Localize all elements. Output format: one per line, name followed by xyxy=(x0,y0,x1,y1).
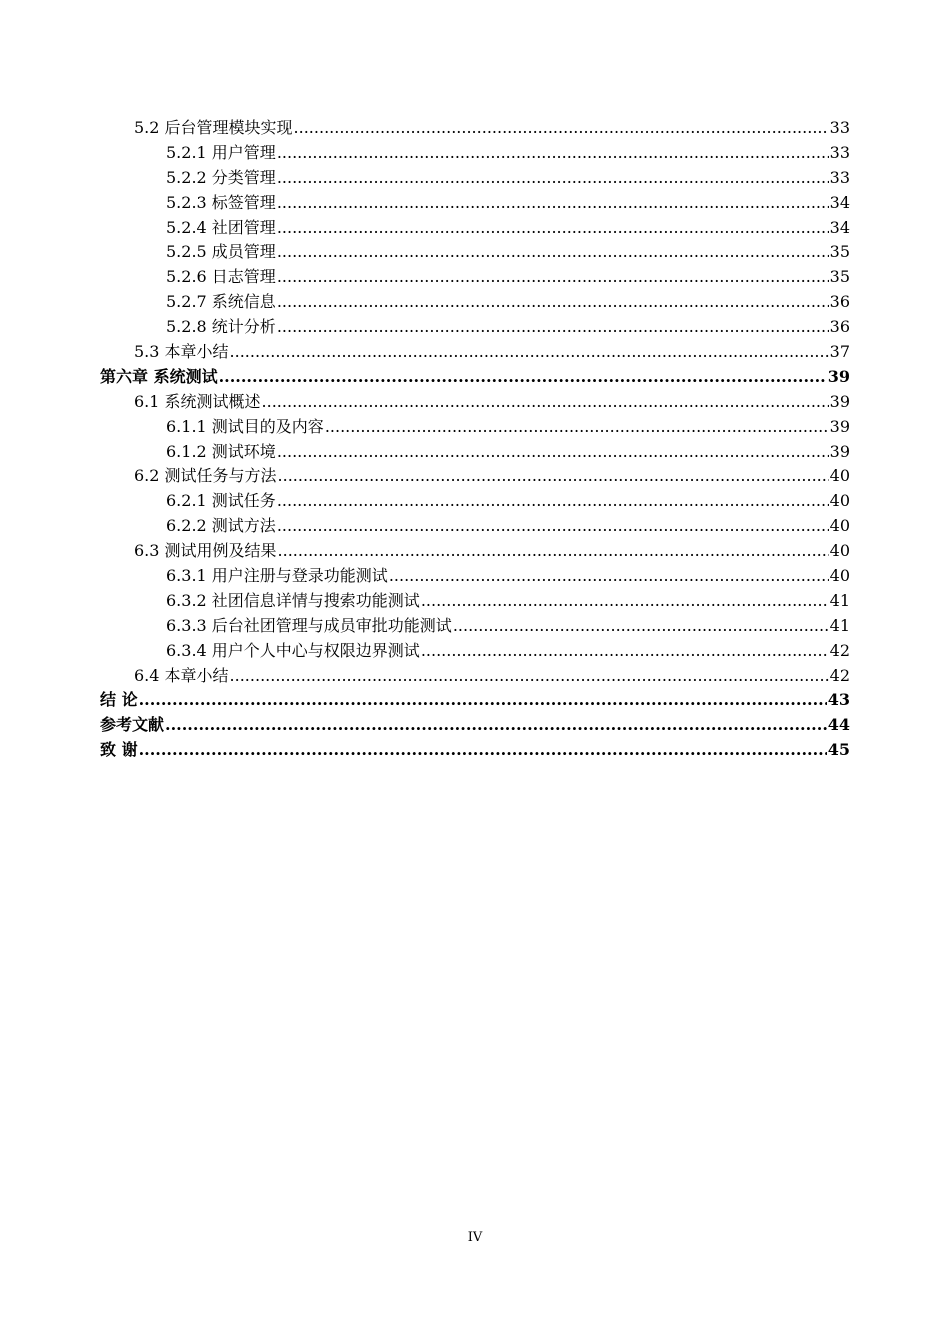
toc-dot-leader xyxy=(389,564,829,589)
toc-entry-label: 参考文献 xyxy=(100,715,165,735)
toc-dot-leader xyxy=(277,240,829,265)
toc-entry-label: 6.3.4 用户个人中心与权限边界测试 xyxy=(166,640,420,660)
toc-entry-page: 35 xyxy=(829,242,850,262)
toc-entry-page: 42 xyxy=(829,665,850,685)
toc-entry-page: 39 xyxy=(829,416,850,436)
toc-entry-label: 6.1 系统测试概述 xyxy=(134,391,261,411)
toc-entry-page: 39 xyxy=(827,366,850,386)
toc-entry[interactable] xyxy=(100,390,850,415)
toc-dot-leader xyxy=(219,365,827,390)
toc-entry[interactable] xyxy=(100,514,850,539)
toc-dot-leader xyxy=(294,116,829,141)
toc-entry-label: 6.3.1 用户注册与登录功能测试 xyxy=(166,566,388,586)
toc-entry-page: 40 xyxy=(829,516,850,536)
toc-entry-page: 36 xyxy=(829,317,850,337)
toc-entry-page: 39 xyxy=(829,391,850,411)
toc-dot-leader xyxy=(278,464,829,489)
toc-entry[interactable] xyxy=(100,564,850,589)
toc-dot-leader xyxy=(277,489,829,514)
table-of-contents xyxy=(100,116,850,763)
toc-entry-page: 33 xyxy=(829,142,850,162)
toc-entry-label: 5.2.6 日志管理 xyxy=(166,267,276,287)
toc-entry-page: 41 xyxy=(829,615,850,635)
toc-entry[interactable] xyxy=(100,216,850,241)
toc-entry[interactable] xyxy=(100,639,850,664)
toc-dot-leader xyxy=(139,688,827,713)
toc-entry-page: 40 xyxy=(829,566,850,586)
toc-dot-leader xyxy=(277,141,829,166)
toc-entry[interactable] xyxy=(100,614,850,639)
toc-dot-leader xyxy=(277,216,829,241)
toc-entry-page: 33 xyxy=(829,118,850,137)
toc-dot-leader xyxy=(165,713,827,738)
toc-chapter-entry[interactable] xyxy=(100,713,850,738)
toc-entry-page: 39 xyxy=(829,441,850,461)
toc-entry[interactable] xyxy=(100,240,850,265)
toc-entry-page: 35 xyxy=(829,267,850,287)
toc-dot-leader xyxy=(277,290,829,315)
toc-chapter-entry[interactable] xyxy=(100,688,850,713)
toc-dot-leader xyxy=(421,639,829,664)
toc-dot-leader xyxy=(277,514,829,539)
toc-entry[interactable] xyxy=(100,340,850,365)
toc-entry-label: 第六章 系统测试 xyxy=(100,366,218,386)
toc-dot-leader xyxy=(230,664,829,689)
toc-entry-label: 6.4 本章小结 xyxy=(134,665,229,685)
toc-entry-label: 5.2.5 成员管理 xyxy=(166,242,276,262)
toc-entry[interactable] xyxy=(100,315,850,340)
toc-entry-label: 5.2.1 用户管理 xyxy=(166,142,276,162)
toc-entry-page: 41 xyxy=(829,590,850,610)
toc-entry-label: 6.2 测试任务与方法 xyxy=(134,466,277,486)
toc-entry-label: 5.2 后台管理模块实现 xyxy=(134,118,293,137)
toc-entry[interactable] xyxy=(100,265,850,290)
toc-entry-label: 6.2.2 测试方法 xyxy=(166,516,276,536)
toc-entry-page: 45 xyxy=(827,740,850,760)
toc-entry-label: 5.2.3 标签管理 xyxy=(166,192,276,212)
toc-dot-leader xyxy=(277,265,829,290)
toc-entry[interactable] xyxy=(100,166,850,191)
toc-entry-page: 40 xyxy=(829,491,850,511)
toc-entry-page: 40 xyxy=(829,541,850,561)
toc-dot-leader xyxy=(277,166,829,191)
toc-entry-label: 5.2.7 系统信息 xyxy=(166,292,276,312)
toc-entry[interactable] xyxy=(100,290,850,315)
toc-dot-leader xyxy=(277,315,829,340)
toc-entry-label: 6.2.1 测试任务 xyxy=(166,491,276,511)
toc-entry-page: 42 xyxy=(829,640,850,660)
toc-dot-leader xyxy=(453,614,829,639)
toc-entry[interactable] xyxy=(100,464,850,489)
toc-entry-label: 6.3 测试用例及结果 xyxy=(134,541,277,561)
toc-entry-label: 6.3.3 后台社团管理与成员审批功能测试 xyxy=(166,615,452,635)
toc-dot-leader xyxy=(325,415,829,440)
toc-entry-page: 44 xyxy=(827,715,850,735)
toc-entry-label: 5.2.8 统计分析 xyxy=(166,317,276,337)
toc-entry[interactable] xyxy=(100,141,850,166)
toc-entry-page: 40 xyxy=(829,466,850,486)
toc-dot-leader xyxy=(278,539,829,564)
toc-chapter-entry[interactable] xyxy=(100,738,850,763)
toc-dot-leader xyxy=(230,340,829,365)
toc-dot-leader xyxy=(139,738,827,763)
toc-chapter-entry[interactable] xyxy=(100,365,850,390)
toc-entry[interactable] xyxy=(100,415,850,440)
toc-entry[interactable] xyxy=(100,440,850,465)
toc-entry-page: 33 xyxy=(829,167,850,187)
toc-dot-leader xyxy=(277,191,829,216)
toc-entry-page: 37 xyxy=(829,342,850,362)
toc-entry[interactable] xyxy=(100,589,850,614)
toc-entry-label: 结 论 xyxy=(100,690,138,710)
toc-entry[interactable] xyxy=(100,489,850,514)
toc-entry[interactable] xyxy=(100,191,850,216)
page-number: IV xyxy=(467,1230,483,1245)
toc-entry-label: 5.3 本章小结 xyxy=(134,342,229,362)
toc-entry-label: 5.2.4 社团管理 xyxy=(166,217,276,237)
toc-entry[interactable] xyxy=(100,664,850,689)
toc-dot-leader xyxy=(262,390,829,415)
toc-entry-label: 5.2.2 分类管理 xyxy=(166,167,276,187)
toc-dot-leader xyxy=(277,440,829,465)
toc-entry-page: 34 xyxy=(829,192,850,212)
toc-dot-leader xyxy=(421,589,829,614)
toc-entry-page: 34 xyxy=(829,217,850,237)
toc-entry-page: 43 xyxy=(827,690,850,710)
toc-entry-label: 6.3.2 社团信息详情与搜索功能测试 xyxy=(166,590,420,610)
toc-entry[interactable] xyxy=(100,116,850,141)
toc-entry[interactable] xyxy=(100,539,850,564)
toc-entry-label: 6.1.1 测试目的及内容 xyxy=(166,416,324,436)
toc-entry-page: 36 xyxy=(829,292,850,312)
toc-entry-label: 致 谢 xyxy=(100,740,138,760)
toc-entry-label: 6.1.2 测试环境 xyxy=(166,441,276,461)
